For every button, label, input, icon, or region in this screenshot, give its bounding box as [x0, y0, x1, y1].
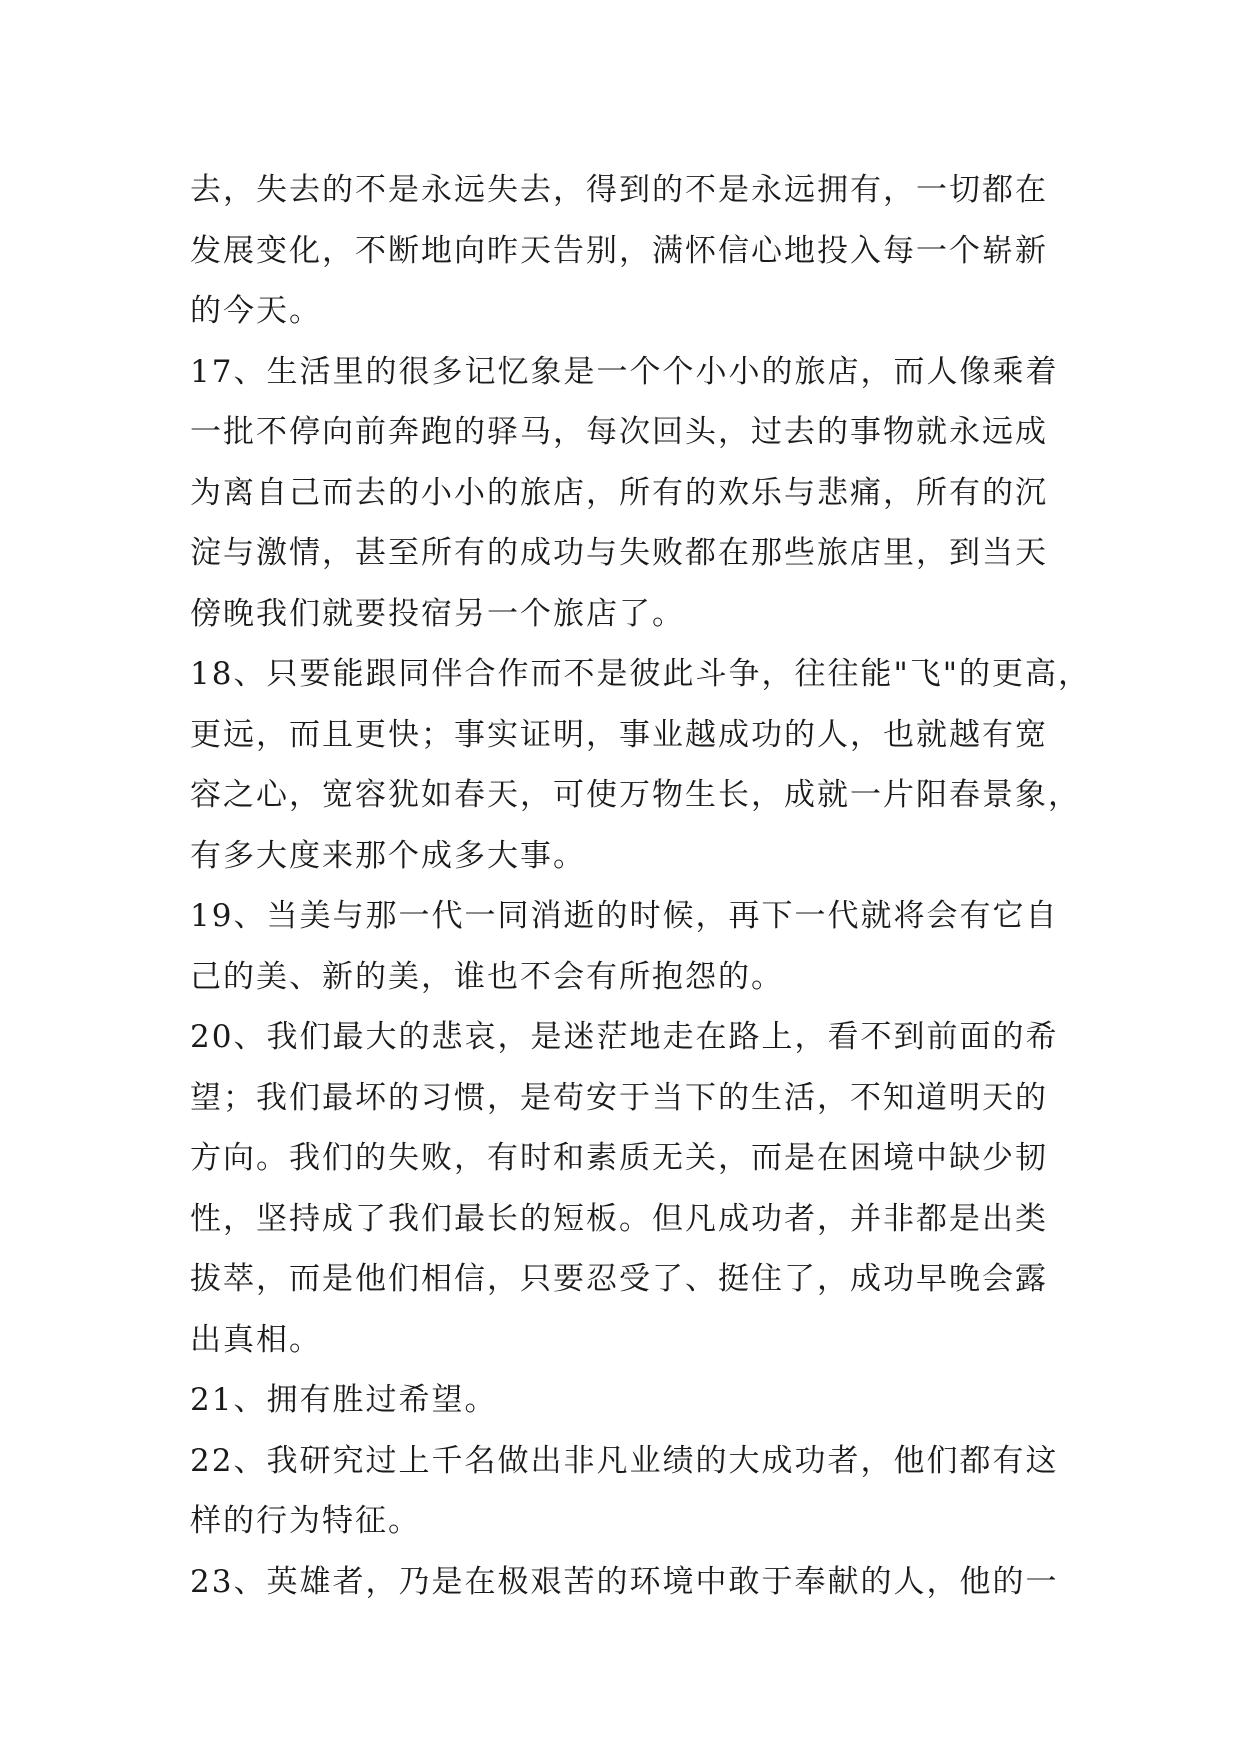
text-line: 更远，而且更快；事实证明，事业越成功的人，也就越有宽 — [190, 716, 1048, 753]
text-line: 22、我研究过上千名做出非凡业绩的大成功者，他们都有这 — [190, 1442, 1059, 1479]
text-line: 为离自己而去的小小的旅店，所有的欢乐与悲痛，所有的沉 — [190, 474, 1048, 511]
text-line: 傍晚我们就要投宿另一个旅店了。 — [190, 595, 685, 632]
document-body — [190, 160, 1091, 1612]
text-line: 性，坚持成了我们最长的短板。但凡成功者，并非都是出类 — [190, 1200, 1048, 1237]
text-line: 18、只要能跟同伴合作而不是彼此斗争，往往能"飞"的更高， — [190, 656, 1091, 692]
text-line: 17、生活里的很多记忆象是一个个小小的旅店，而人像乘着 — [190, 353, 1059, 390]
text-line: 去，失去的不是永远失去，得到的不是永远拥有，一切都在 — [190, 172, 1048, 208]
text-line: 样的行为特征。 — [190, 1503, 421, 1539]
text-line: 拔萃，而是他们相信，只要忍受了、挺住了，成功早晚会露 — [190, 1261, 1048, 1297]
text-line: 望；我们最坏的习惯，是苟安于当下的生活，不知道明天的 — [190, 1079, 1048, 1116]
text-line: 方向。我们的失败，有时和素质无关，而是在困境中缺少韧 — [190, 1140, 1048, 1176]
text-line: 20、我们最大的悲哀，是迷茫地走在路上，看不到前面的希 — [190, 1019, 1059, 1055]
text-line: 有多大度来那个成多大事。 — [190, 837, 586, 874]
text-line: 21、拥有胜过希望。 — [190, 1382, 498, 1418]
text-line: 19、当美与那一代一同消逝的时候，再下一代就将会有它自 — [190, 898, 1059, 934]
text-line: 容之心，宽容犹如春天，可使万物生长，成就一片阳春景象， — [190, 777, 1081, 813]
text-line: 发展变化，不断地向昨天告别，满怀信心地投入每一个崭新 — [190, 232, 1048, 269]
text-line: 出真相。 — [190, 1321, 322, 1358]
text-line: 一批不停向前奔跑的驿马，每次回头，过去的事物就永远成 — [190, 414, 1048, 450]
text-line: 淀与激情，甚至所有的成功与失败都在那些旅店里，到当天 — [190, 535, 1048, 571]
text-line: 的今天。 — [190, 293, 322, 329]
text-line: 己的美、新的美，谁也不会有所抱怨的。 — [190, 958, 784, 995]
text-line: 23、英雄者，乃是在极艰苦的环境中敢于奉献的人，他的一 — [190, 1563, 1059, 1600]
